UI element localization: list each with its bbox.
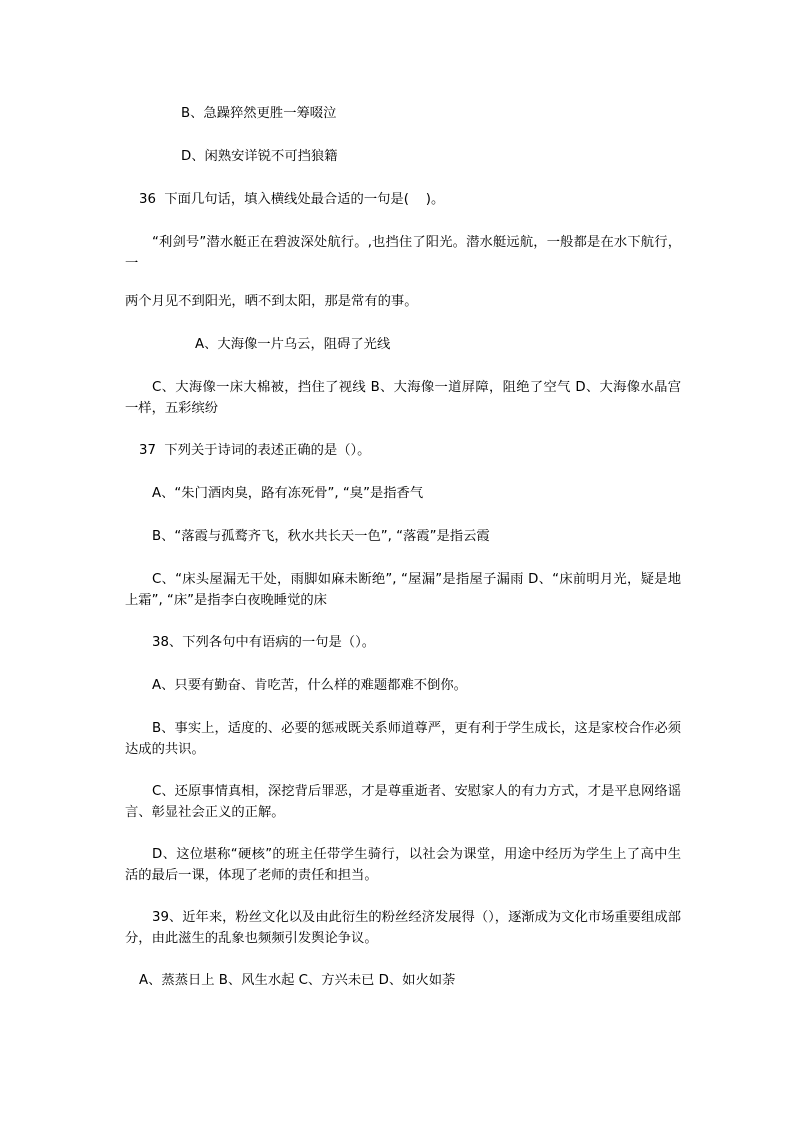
passage-q36-continuation: 两个月见不到阳光，晒不到太阳，那是常有的事。 [125, 294, 418, 309]
option-line-q38-a: A、只要有勤奋、肯吃苦，什么样的难题都难不倒你。 [152, 678, 467, 693]
option-line-q36-cbd: C、大海像一床大棉被，挡住了视线 B、大海像一道屏障，阻绝了空气 D、大海像水晶宫一样，五彩缤纷 [125, 380, 681, 416]
option-line-q38-b: B、事实上，适度的、必要的惩戒既关系师道尊严，更有利于学生成长，这是家校合作必须达成的共识。 [125, 721, 681, 757]
option-line-q39: A、蒸蒸日上 B、风生水起 C、方兴未已 D、如火如荼 [139, 973, 456, 988]
question-stem-38: 38、下列各句中有语病的一句是（）。 [152, 635, 376, 650]
question-stem-36: 36 下面几句话，填入横线处最合适的一句是( )。 [139, 192, 445, 207]
option-line-q37-cd: C、“床头屋漏无干处，雨脚如麻未断绝”, “屋漏”是指屋子漏雨 D、“床前明月光，疑是地上霜”, “床”是指李白夜晚睡觉的床 [125, 572, 681, 608]
question-stem-39: 39、近年来，粉丝文化以及由此衍生的粉丝经济发展得（），逐渐成为文化市场重要组成部分，由此滋生的乱象也频频引发舆论争议。 [125, 910, 681, 946]
option-line-q37-a: A、“朱门酒肉臭，路有冻死骨”, “臭”是指香气 [152, 486, 424, 501]
option-line-q38-c: C、还原事情真相，深挖背后罪恶，才是尊重逝者、安慰家人的有力方式，才是平息网络谣言、彰显社会正义的正解。 [125, 784, 681, 820]
option-line-q35-b: B、急躁猝然更胜一筹啜泣 [181, 106, 337, 121]
option-line-q36-a: A、大海像一片乌云，阻碍了光线 [195, 337, 391, 352]
option-line-q38-d: D、这位堪称“硬核”的班主任带学生骑行，以社会为课堂，用途中经历为学生上了高中生活的最后一课，体现了老师的责任和担当。 [125, 847, 681, 883]
passage-q36: “利剑号”潜水艇正在碧波深处航行。‚也挡住了阳光。潜水艇远航，一般都是在水下航行，一 [125, 235, 681, 271]
option-line-q35-d: D、闲熟安详锐不可挡狼籍 [181, 149, 338, 164]
question-stem-37: 37 下列关于诗词的表述正确的是（）。 [139, 443, 371, 458]
option-line-q37-b: B、“落霞与孤鹜齐飞，秋水共长天一色”, “落霞”是指云霞 [152, 529, 490, 544]
document-text-column [125, 103, 681, 1009]
